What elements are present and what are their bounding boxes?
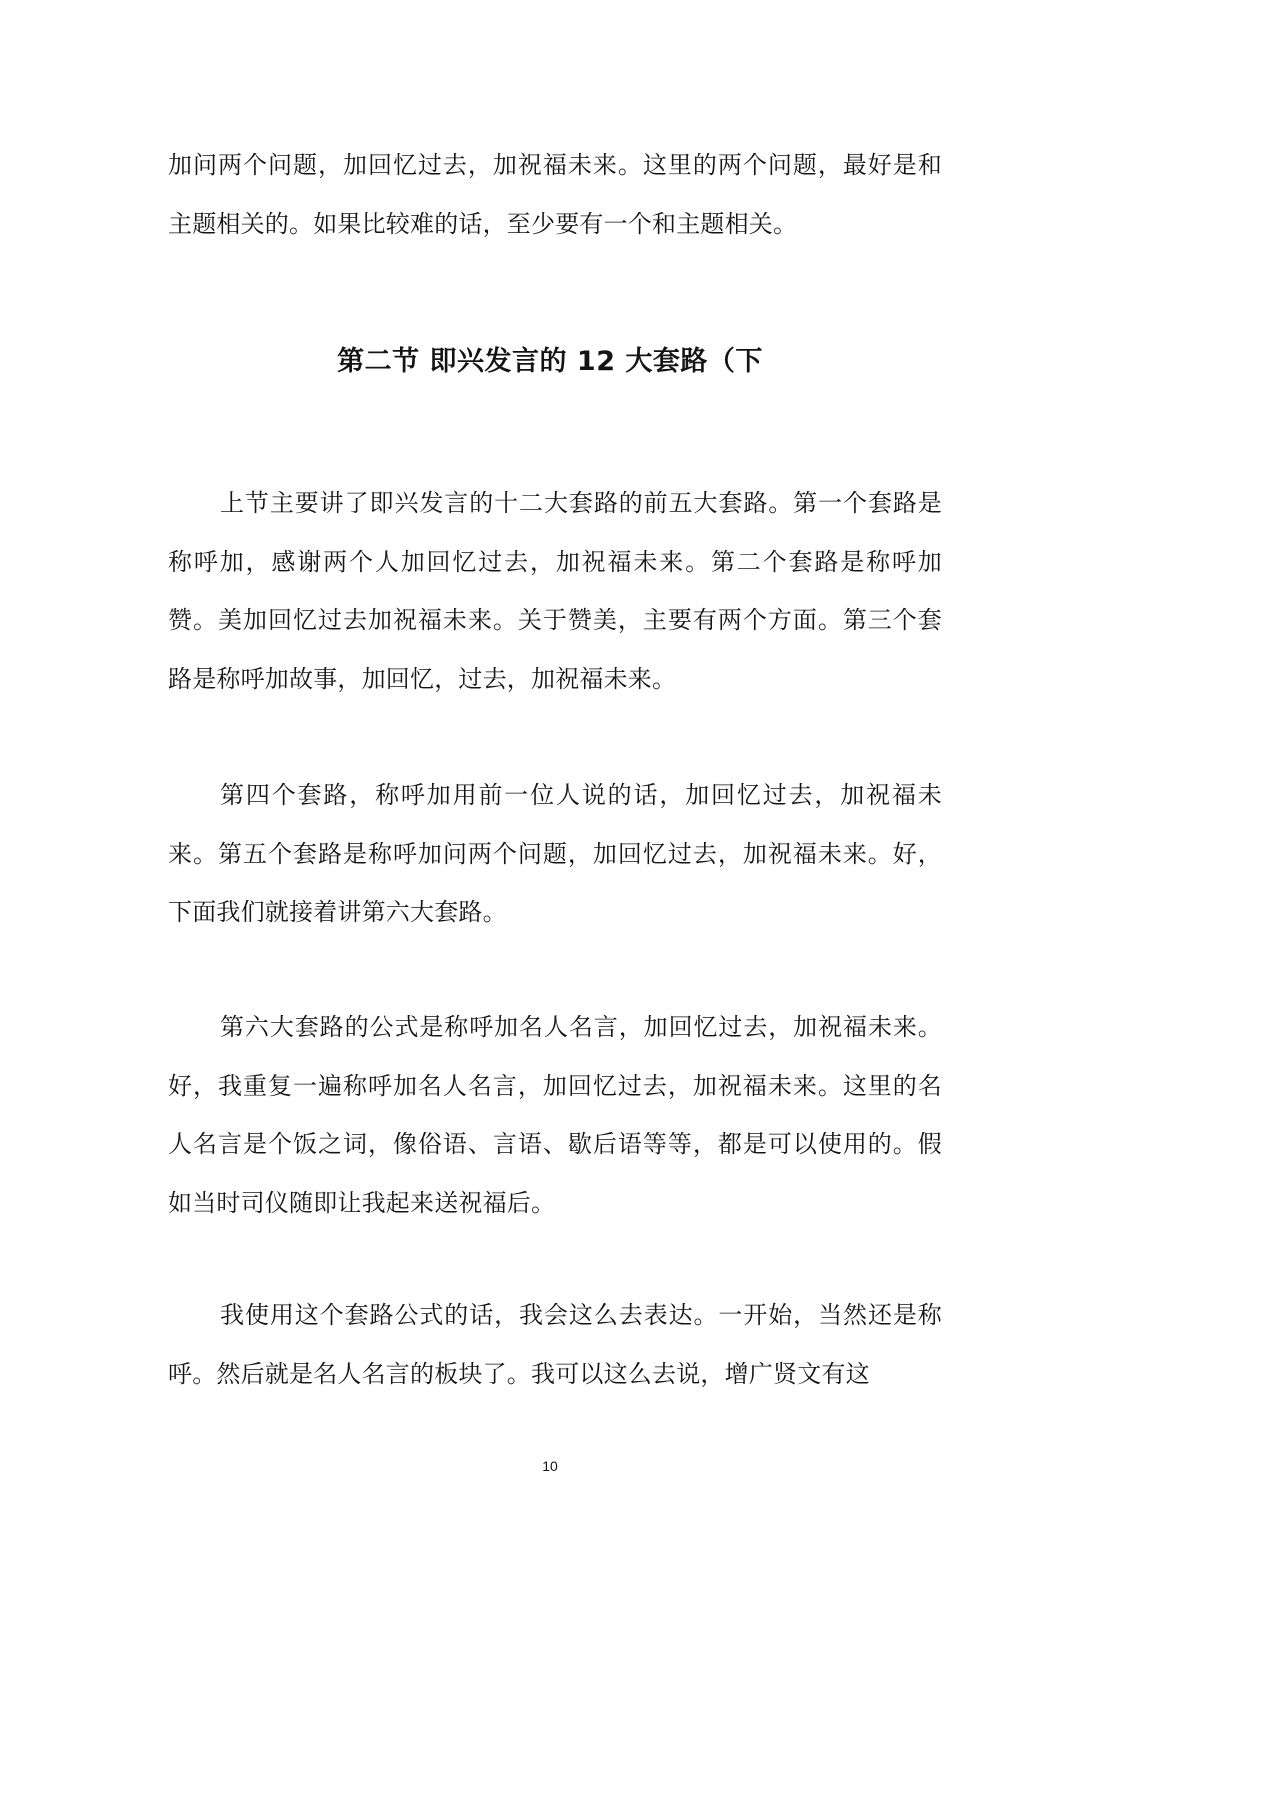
paragraph-sixth-formula: 第六大套路的公式是称呼加名人名言，加回忆过去，加祝福未来。好，我重复一遍称呼加名人名言，加回忆过去，加祝福未来。这里的名人名言是个饭之词，像俗语、言语、歇后语等等，都是可以使用的。假如当时司仪随即让我起来送祝福后。 [168,1013,942,1217]
paragraph-review-four-five: 第四个套路，称呼加用前一位人说的话，加回忆过去，加祝福未来。第五个套路是称呼加问两个问题，加回忆过去，加祝福未来。好，下面我们就接着讲第六大套路。 [168,781,942,926]
page-number: 10 [542,1458,558,1474]
paragraph-usage-example: 我使用这个套路公式的话，我会这么去表达。一开始，当然还是称呼。然后就是名人名言的板块了。我可以这么去说，增广贤文有这 [168,1301,942,1388]
section-heading: 第二节 即兴发言的 12 大套路（下 [337,346,763,377]
intro-paragraph: 加问两个问题，加回忆过去，加祝福未来。这里的两个问题，最好是和主题相关的。如果比较难的话，至少要有一个和主题相关。 [168,151,942,238]
paragraph-review-first-five: 上节主要讲了即兴发言的十二大套路的前五大套路。第一个套路是称呼加，感谢两个人加回忆过去，加祝福未来。第二个套路是称呼加赞。美加回忆过去加祝福未来。关于赞美，主要有两个方面。第三个套路是称呼加故事，加回忆，过去，加祝福未来。 [168,489,942,693]
